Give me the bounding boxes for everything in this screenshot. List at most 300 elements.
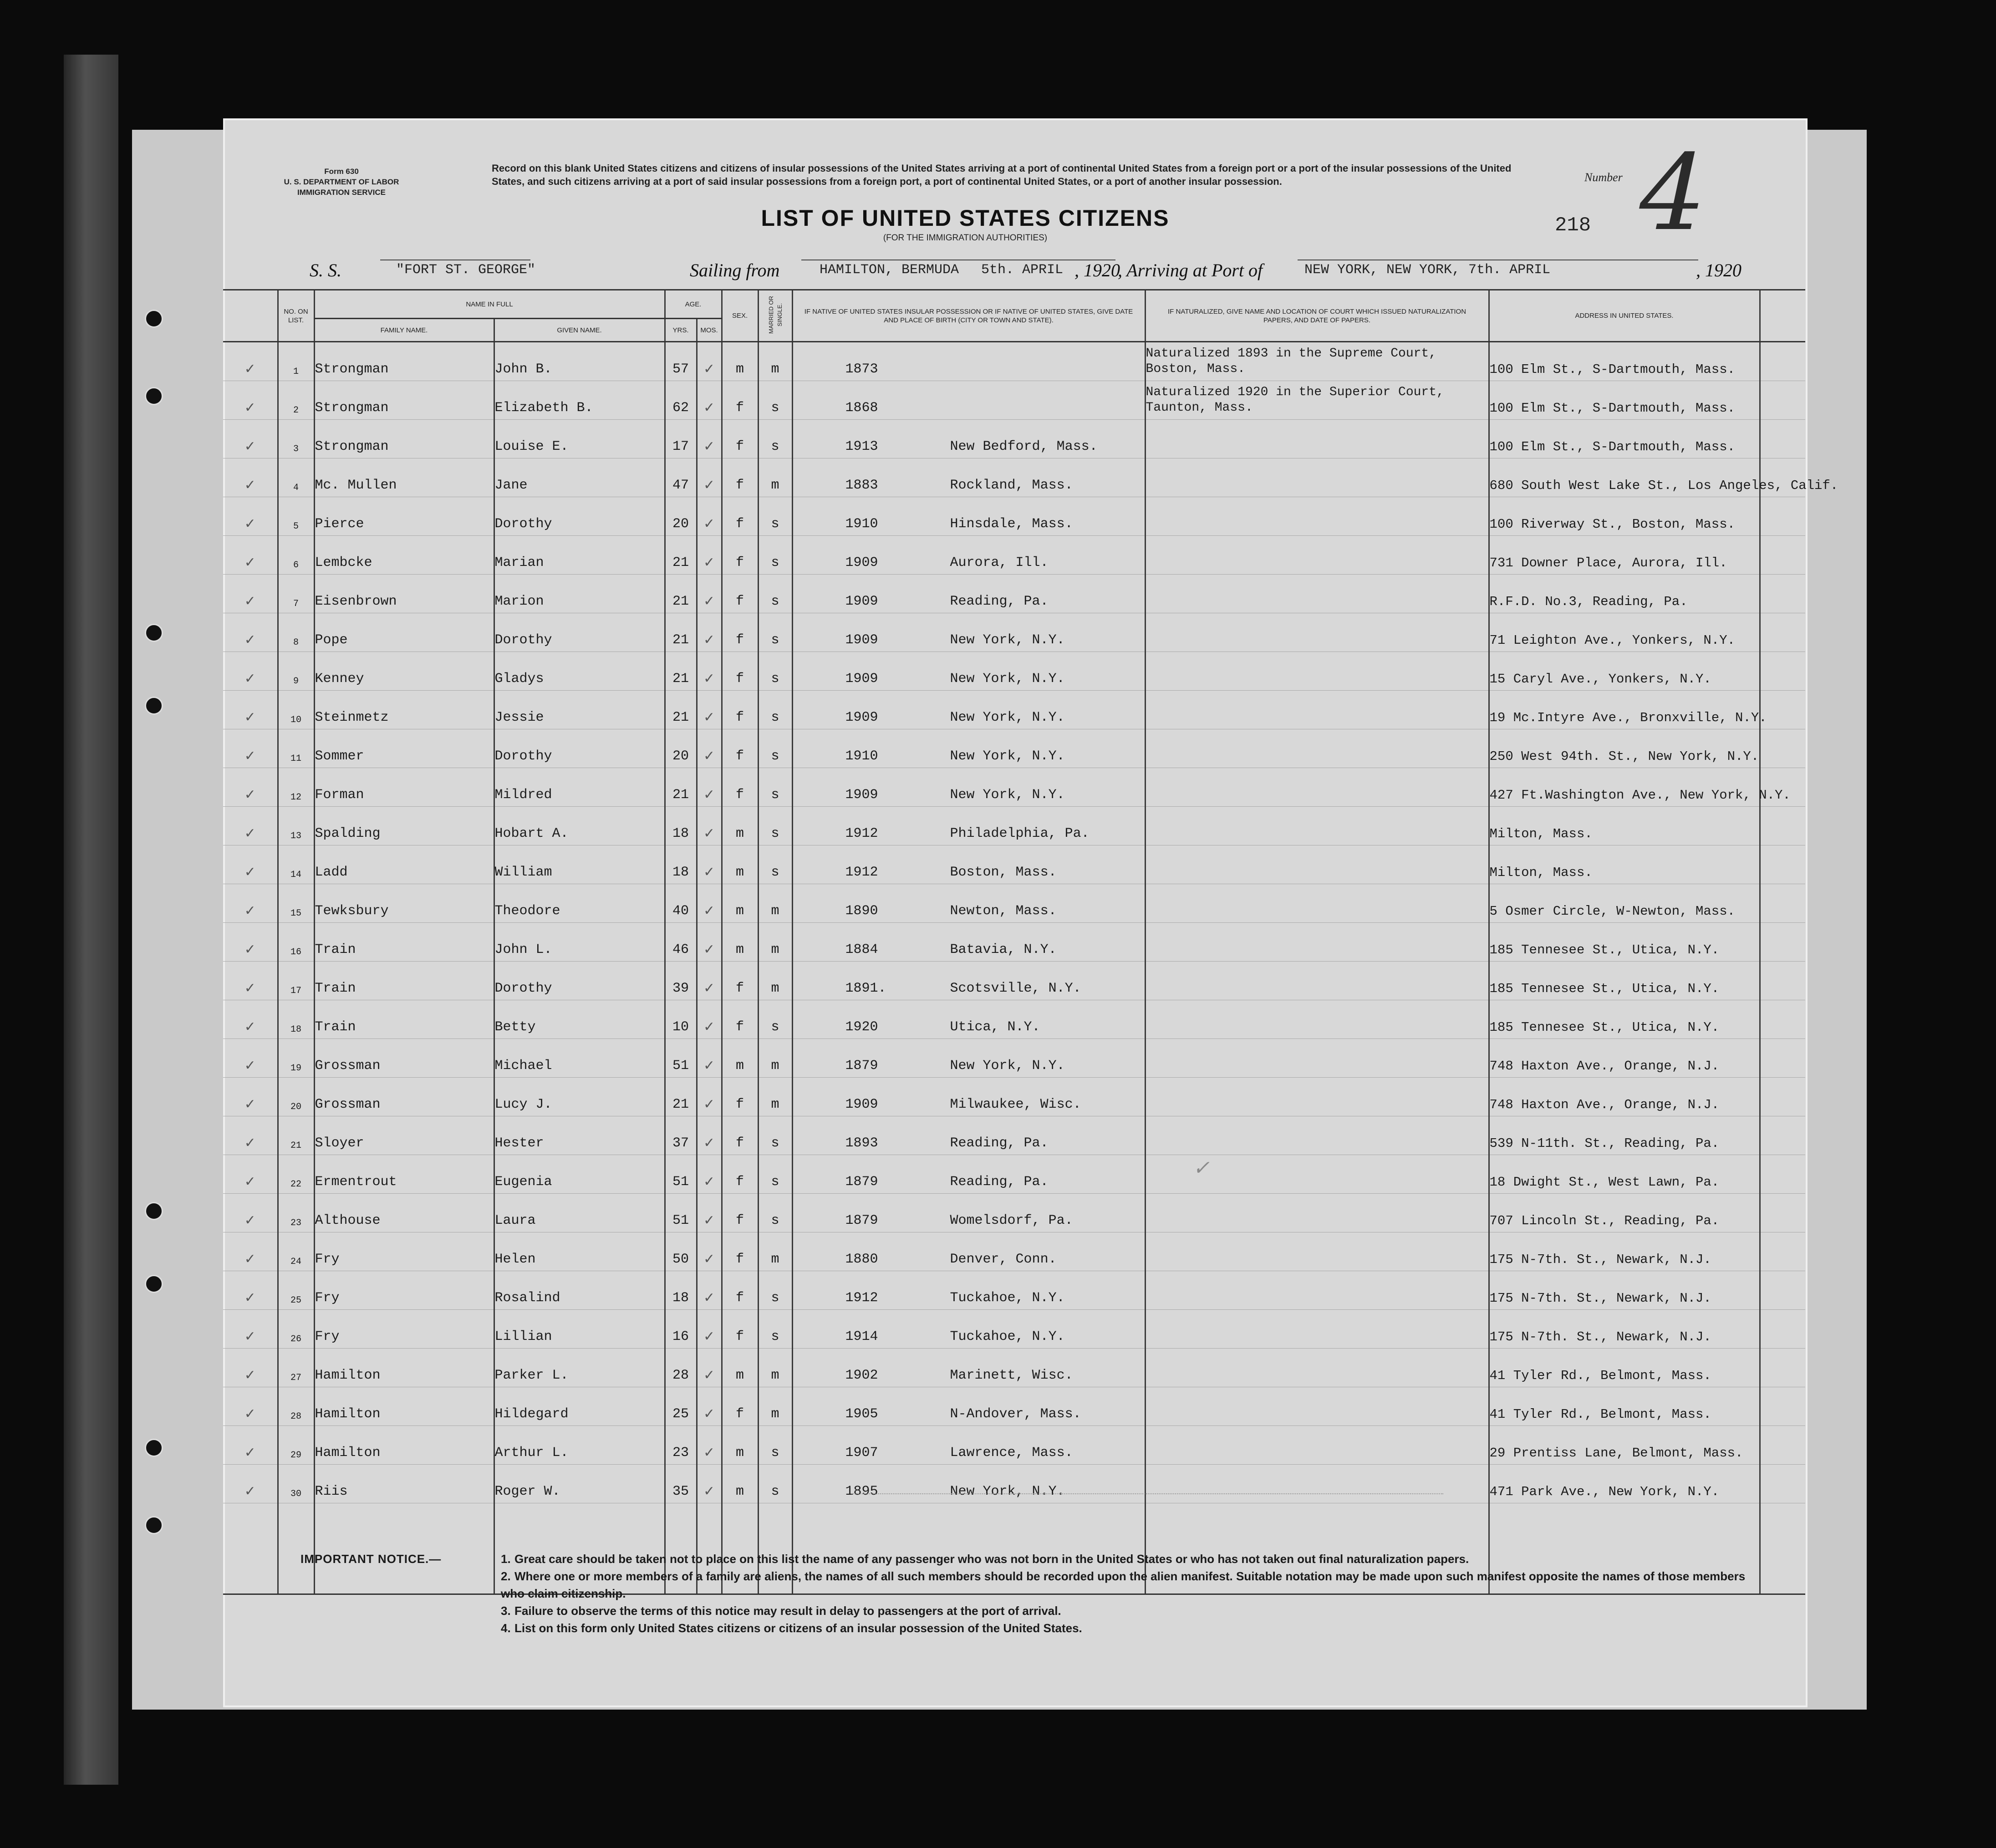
family-name: Fry xyxy=(314,1271,494,1310)
marital-status: s xyxy=(758,845,792,884)
column-header-age: AGE. xyxy=(665,290,722,319)
ss-label: S. S. xyxy=(310,260,341,280)
birth-info xyxy=(792,575,1145,613)
birth-info xyxy=(792,458,1145,497)
sex: f xyxy=(722,1271,758,1310)
check-mark-icon: ✓ xyxy=(697,884,722,923)
naturalization-info xyxy=(1145,1116,1489,1155)
sex: f xyxy=(722,691,758,729)
age-years: 21 xyxy=(665,536,697,575)
age-years: 16 xyxy=(665,1310,697,1349)
birth-place: New York, N.Y. xyxy=(950,1058,1065,1074)
naturalization-info xyxy=(1145,1310,1489,1349)
given-name: Dorothy xyxy=(494,497,665,536)
sex: f xyxy=(722,1000,758,1039)
row-number: 2 xyxy=(278,381,314,420)
marital-status: s xyxy=(758,768,792,807)
given-name: Louise E. xyxy=(494,420,665,458)
row-number: 16 xyxy=(278,923,314,962)
birth-place: Womelsdorf, Pa. xyxy=(950,1213,1073,1228)
row-number: 15 xyxy=(278,884,314,923)
birth-info xyxy=(792,884,1145,923)
arriving-label: , Arriving at Port of xyxy=(1118,260,1263,280)
sex: f xyxy=(722,1387,758,1426)
table-row xyxy=(223,1349,1805,1387)
record-instructions: Record on this blank United States citizens and citizens of insular possessions of the United States arriving at a port of continental United States from a foreign port or a port of the insular possessions of the United States, and such citizens arriving at a port of said insular possessions from a foreign port, a port of continental United States, or a port of another insular possession. xyxy=(492,163,1512,187)
table-row xyxy=(223,807,1805,845)
binder-hole-icon xyxy=(145,1439,163,1457)
notice-item: 3. Failure to observe the terms of this notice may result in delay to passengers at the port of arrival. xyxy=(501,1604,1061,1618)
binder-hole-icon xyxy=(145,310,163,328)
birth-info xyxy=(792,729,1145,768)
birth-year: 1909 xyxy=(845,555,878,570)
sex: f xyxy=(722,497,758,536)
margin-cell xyxy=(1760,807,1805,845)
row-number: 17 xyxy=(278,962,314,1000)
family-name: Ermentrout xyxy=(314,1155,494,1194)
marital-status: s xyxy=(758,1465,792,1503)
check-mark-icon: ✓ xyxy=(697,1000,722,1039)
table-row xyxy=(223,575,1805,613)
margin-cell xyxy=(1760,1310,1805,1349)
sex: f xyxy=(722,458,758,497)
age-years: 18 xyxy=(665,845,697,884)
family-name: Kenney xyxy=(314,652,494,691)
given-name: Marian xyxy=(494,536,665,575)
row-number: 7 xyxy=(278,575,314,613)
row-number: 30 xyxy=(278,1465,314,1503)
us-address: 29 Prentiss Lane, Belmont, Mass. xyxy=(1489,1426,1760,1465)
table-row xyxy=(223,1116,1805,1155)
row-number: 28 xyxy=(278,1387,314,1426)
us-address: 100 Elm St., S-Dartmouth, Mass. xyxy=(1489,381,1760,420)
age-years: 47 xyxy=(665,458,697,497)
notice-label: IMPORTANT NOTICE.— xyxy=(300,1552,442,1566)
notice-item-text: Failure to observe the terms of this notice may result in delay to passengers at the port of arrival. xyxy=(514,1604,1061,1618)
birth-year: 1912 xyxy=(845,865,878,880)
birth-place: Reading, Pa. xyxy=(950,594,1049,609)
check-mark-icon: ✓ xyxy=(223,497,278,536)
us-address: Milton, Mass. xyxy=(1489,845,1760,884)
given-name: Mildred xyxy=(494,768,665,807)
us-address: 41 Tyler Rd., Belmont, Mass. xyxy=(1489,1387,1760,1426)
sex: f xyxy=(722,768,758,807)
birth-info xyxy=(792,1000,1145,1039)
given-name: Laura xyxy=(494,1194,665,1232)
us-address: 185 Tennesee St., Utica, N.Y. xyxy=(1489,962,1760,1000)
birth-year: 1893 xyxy=(845,1135,878,1151)
check-mark-icon: ✓ xyxy=(223,691,278,729)
table-row xyxy=(223,1000,1805,1039)
table-row xyxy=(223,613,1805,652)
family-name: Strongman xyxy=(314,342,494,381)
margin-cell xyxy=(1760,1039,1805,1078)
us-address: 707 Lincoln St., Reading, Pa. xyxy=(1489,1194,1760,1232)
birth-info xyxy=(792,923,1145,962)
marital-status: s xyxy=(758,575,792,613)
family-name: Sloyer xyxy=(314,1116,494,1155)
birth-year: 1884 xyxy=(845,942,878,957)
birth-info xyxy=(792,1387,1145,1426)
table-row xyxy=(223,1078,1805,1116)
birth-place: Milwaukee, Wisc. xyxy=(950,1097,1081,1112)
passenger-rows xyxy=(223,342,1838,1594)
marital-status: m xyxy=(758,1349,792,1387)
blank-cell xyxy=(278,1503,314,1594)
age-years: 39 xyxy=(665,962,697,1000)
family-name: Lembcke xyxy=(314,536,494,575)
binder-hole-icon xyxy=(145,1516,163,1534)
naturalization-info xyxy=(1145,1387,1489,1426)
us-address: 427 Ft.Washington Ave., New York, N.Y. xyxy=(1489,768,1760,807)
marital-status: s xyxy=(758,1155,792,1194)
column-header-years: YRS. xyxy=(665,319,697,342)
given-name: Jane xyxy=(494,458,665,497)
table-row xyxy=(223,1194,1805,1232)
us-address: 175 N-7th. St., Newark, N.J. xyxy=(1489,1310,1760,1349)
birth-place: Utica, N.Y. xyxy=(950,1019,1040,1035)
given-name: Parker L. xyxy=(494,1349,665,1387)
marital-status: m xyxy=(758,1232,792,1271)
table-row xyxy=(223,1039,1805,1078)
notice-item: 2. Where one or more members of a family are aliens, the names of all such members should be recorded upon the alien manifest. Suitable notation may be made upon such manifest opposite the names of those members who claim citizenship. xyxy=(501,1569,1746,1600)
birth-info xyxy=(792,497,1145,536)
check-mark-icon: ✓ xyxy=(223,342,278,381)
row-number: 10 xyxy=(278,691,314,729)
family-name: Forman xyxy=(314,768,494,807)
us-address: 5 Osmer Circle, W-Newton, Mass. xyxy=(1489,884,1760,923)
us-address: 185 Tennesee St., Utica, N.Y. xyxy=(1489,1000,1760,1039)
marital-status: s xyxy=(758,729,792,768)
us-address: 15 Caryl Ave., Yonkers, N.Y. xyxy=(1489,652,1760,691)
us-address: 100 Elm St., S-Dartmouth, Mass. xyxy=(1489,420,1760,458)
birth-place: New York, N.Y. xyxy=(950,632,1065,648)
us-address: 748 Haxton Ave., Orange, N.J. xyxy=(1489,1078,1760,1116)
naturalization-info xyxy=(1145,923,1489,962)
service-name: IMMIGRATION SERVICE xyxy=(297,188,386,197)
check-mark-icon: ✓ xyxy=(223,1349,278,1387)
birth-year: 1907 xyxy=(845,1445,878,1461)
birth-info xyxy=(792,1194,1145,1232)
check-mark-icon: ✓ xyxy=(223,1000,278,1039)
check-mark-icon: ✓ xyxy=(223,923,278,962)
age-years: 10 xyxy=(665,1000,697,1039)
birth-year: 1902 xyxy=(845,1368,878,1383)
family-name: Hamilton xyxy=(314,1426,494,1465)
naturalization-info xyxy=(1145,1349,1489,1387)
page-title: LIST OF UNITED STATES CITIZENS xyxy=(761,205,1170,231)
birth-place: Boston, Mass. xyxy=(950,865,1057,880)
us-address: Milton, Mass. xyxy=(1489,807,1760,845)
notice-item: 1. Great care should be taken not to place on this list the name of any passenger who was not born in the United States or who has not taken out final naturalization papers. xyxy=(501,1552,1469,1566)
birth-place: Hinsdale, Mass. xyxy=(950,516,1073,532)
age-years: 21 xyxy=(665,613,697,652)
table-row xyxy=(223,1387,1805,1426)
family-name: Grossman xyxy=(314,1078,494,1116)
check-mark-icon: ✓ xyxy=(223,962,278,1000)
family-name: Pierce xyxy=(314,497,494,536)
check-mark-icon: ✓ xyxy=(697,342,722,381)
check-mark-icon: ✓ xyxy=(697,962,722,1000)
margin-cell xyxy=(1760,575,1805,613)
check-mark-icon: ✓ xyxy=(697,1310,722,1349)
marital-status: s xyxy=(758,381,792,420)
table-row xyxy=(223,420,1805,458)
sex: f xyxy=(722,1232,758,1271)
given-name: Hester xyxy=(494,1116,665,1155)
table-row xyxy=(223,923,1805,962)
naturalization-info xyxy=(1145,962,1489,1000)
naturalization-info xyxy=(1145,420,1489,458)
birth-year: 1909 xyxy=(845,787,878,803)
table-row xyxy=(223,381,1805,420)
birth-year: 1890 xyxy=(845,903,878,919)
marital-status: s xyxy=(758,497,792,536)
check-mark-icon: ✓ xyxy=(697,1465,722,1503)
given-name: Jessie xyxy=(494,691,665,729)
birth-year: 1912 xyxy=(845,826,878,841)
table-row xyxy=(223,1232,1805,1271)
birth-place: Marinett, Wisc. xyxy=(950,1368,1073,1383)
birth-info xyxy=(792,1078,1145,1116)
sex: f xyxy=(722,420,758,458)
check-mark-icon: ✓ xyxy=(223,1465,278,1503)
notice-item: 4. List on this form only United States citizens or citizens of an insular possession of the United States. xyxy=(501,1621,1082,1635)
margin-cell xyxy=(1760,1000,1805,1039)
arriving-port: NEW YORK, NEW YORK, 7th. APRIL xyxy=(1304,262,1551,278)
sex: f xyxy=(722,729,758,768)
birth-year: 1913 xyxy=(845,439,878,454)
sex: f xyxy=(722,652,758,691)
age-years: 50 xyxy=(665,1232,697,1271)
family-name: Mc. Mullen xyxy=(314,458,494,497)
check-mark-icon: ✓ xyxy=(697,536,722,575)
age-years: 40 xyxy=(665,884,697,923)
marital-status: m xyxy=(758,923,792,962)
marital-status: m xyxy=(758,1078,792,1116)
check-mark-icon: ✓ xyxy=(697,613,722,652)
column-header-married xyxy=(758,290,792,342)
margin-cell xyxy=(1760,845,1805,884)
check-mark-icon: ✓ xyxy=(697,923,722,962)
check-mark-icon: ✓ xyxy=(223,884,278,923)
us-address: 19 Mc.Intyre Ave., Bronxville, N.Y. xyxy=(1489,691,1760,729)
age-years: 23 xyxy=(665,1426,697,1465)
marital-status: s xyxy=(758,1194,792,1232)
us-address: 100 Riverway St., Boston, Mass. xyxy=(1489,497,1760,536)
birth-info xyxy=(792,768,1145,807)
naturalization-info xyxy=(1145,1078,1489,1116)
marital-status: s xyxy=(758,807,792,845)
manifest-page xyxy=(223,118,1838,1707)
birth-year: 1891. xyxy=(845,981,886,996)
marital-status: s xyxy=(758,613,792,652)
margin-cell xyxy=(1760,536,1805,575)
table-row xyxy=(223,458,1805,497)
birth-info xyxy=(792,845,1145,884)
age-years: 51 xyxy=(665,1155,697,1194)
column-header-sex: SEX. xyxy=(722,290,758,342)
given-name: Dorothy xyxy=(494,962,665,1000)
check-mark-icon: ✓ xyxy=(697,1039,722,1078)
blank-cell xyxy=(1760,1503,1805,1594)
age-years: 21 xyxy=(665,691,697,729)
margin-cell xyxy=(1760,1426,1805,1465)
row-number: 22 xyxy=(278,1155,314,1194)
family-name: Grossman xyxy=(314,1039,494,1078)
margin-cell xyxy=(1760,962,1805,1000)
check-mark-icon: ✓ xyxy=(223,536,278,575)
birth-year: 1920 xyxy=(845,1019,878,1035)
age-years: 21 xyxy=(665,652,697,691)
naturalization-info xyxy=(1145,575,1489,613)
voyage-line xyxy=(266,260,1769,287)
age-years: 57 xyxy=(665,342,697,381)
naturalization-info: Naturalized 1893 in the Supreme Court, Boston, Mass. xyxy=(1145,342,1489,381)
marital-status: m xyxy=(758,1039,792,1078)
check-mark-icon: ✓ xyxy=(697,768,722,807)
birth-info xyxy=(792,1349,1145,1387)
naturalization-info xyxy=(1145,1000,1489,1039)
birth-year: 1880 xyxy=(845,1252,878,1267)
naturalization-info xyxy=(1145,497,1489,536)
age-years: 46 xyxy=(665,923,697,962)
margin-cell xyxy=(1760,613,1805,652)
row-number: 27 xyxy=(278,1349,314,1387)
check-mark-icon: ✓ xyxy=(697,729,722,768)
stamped-page-number: 218 xyxy=(1555,214,1591,237)
check-mark-icon: ✓ xyxy=(697,691,722,729)
scan-edge-left xyxy=(64,55,118,1785)
us-address: 100 Elm St., S-Dartmouth, Mass. xyxy=(1489,342,1760,381)
arriving-year: , 1920 xyxy=(1696,260,1741,280)
sex: f xyxy=(722,381,758,420)
marital-status: m xyxy=(758,458,792,497)
table-row xyxy=(223,691,1805,729)
birth-place: New York, N.Y. xyxy=(950,1484,1065,1499)
naturalization-info xyxy=(1145,1039,1489,1078)
column-header-months: MOS. xyxy=(697,319,722,342)
naturalization-info: Naturalized 1920 in the Superior Court, Taunton, Mass. xyxy=(1145,381,1489,420)
birth-info xyxy=(792,1039,1145,1078)
birth-info xyxy=(792,962,1145,1000)
row-number: 8 xyxy=(278,613,314,652)
margin-cell xyxy=(1760,381,1805,420)
row-number: 24 xyxy=(278,1232,314,1271)
birth-info xyxy=(792,1116,1145,1155)
check-mark-icon: ✓ xyxy=(697,807,722,845)
us-address: 71 Leighton Ave., Yonkers, N.Y. xyxy=(1489,613,1760,652)
birth-info xyxy=(792,691,1145,729)
sex: m xyxy=(722,1465,758,1503)
sex: f xyxy=(722,536,758,575)
binder-hole-icon xyxy=(145,387,163,405)
table-row xyxy=(223,768,1805,807)
margin-cell xyxy=(1760,923,1805,962)
sex: f xyxy=(722,1155,758,1194)
check-mark-icon: ✓ xyxy=(223,1039,278,1078)
family-name: Hamilton xyxy=(314,1387,494,1426)
row-number: 29 xyxy=(278,1426,314,1465)
given-name: Hildegard xyxy=(494,1387,665,1426)
column-header-birth: IF NATIVE OF UNITED STATES INSULAR POSSESSION OR IF NATIVE OF UNITED STATES, GIVE DATE AND PLACE OF BIRTH (CITY OR TOWN AND STATE). xyxy=(792,290,1145,342)
marital-status: m xyxy=(758,884,792,923)
check-mark-icon: ✓ xyxy=(223,420,278,458)
notice-item-text: Great care should be taken not to place on this list the name of any passenger who was not born in the United States or who has not taken out final naturalization papers. xyxy=(514,1552,1469,1566)
margin-cell xyxy=(1760,884,1805,923)
row-number: 20 xyxy=(278,1078,314,1116)
margin-cell xyxy=(1760,1194,1805,1232)
birth-place: Reading, Pa. xyxy=(950,1174,1049,1190)
row-number: 3 xyxy=(278,420,314,458)
birth-place: Aurora, Ill. xyxy=(950,555,1049,570)
check-mark-icon: ✓ xyxy=(697,1116,722,1155)
birth-place: Batavia, N.Y. xyxy=(950,942,1057,957)
row-number: 6 xyxy=(278,536,314,575)
given-name: Lillian xyxy=(494,1310,665,1349)
birth-year: 1879 xyxy=(845,1213,878,1228)
naturalization-info xyxy=(1145,807,1489,845)
age-years: 25 xyxy=(665,1387,697,1426)
pencil-mark: ✓ xyxy=(1193,1156,1210,1180)
given-name: William xyxy=(494,845,665,884)
given-name: Helen xyxy=(494,1232,665,1271)
sailing-date: 5th. APRIL xyxy=(981,262,1064,278)
margin-cell xyxy=(1760,1349,1805,1387)
blank-cell xyxy=(223,1503,278,1594)
check-mark-icon: ✓ xyxy=(697,1078,722,1116)
birth-place: New York, N.Y. xyxy=(950,748,1065,764)
check-mark-icon: ✓ xyxy=(697,381,722,420)
naturalization-info xyxy=(1145,652,1489,691)
row-number: 4 xyxy=(278,458,314,497)
married-label: MARRIED OR SINGLE. xyxy=(767,295,783,334)
age-years: 17 xyxy=(665,420,697,458)
naturalization-info xyxy=(1145,845,1489,884)
sex: f xyxy=(722,962,758,1000)
birth-place: N-Andover, Mass. xyxy=(950,1406,1081,1422)
birth-info xyxy=(792,807,1145,845)
row-number: 1 xyxy=(278,342,314,381)
naturalization-info xyxy=(1145,1232,1489,1271)
binder-hole-icon xyxy=(145,1202,163,1220)
birth-place: Denver, Conn. xyxy=(950,1252,1057,1267)
birth-place: Reading, Pa. xyxy=(950,1135,1049,1151)
birth-place: New Bedford, Mass. xyxy=(950,439,1098,454)
age-years: 21 xyxy=(665,768,697,807)
check-mark-icon: ✓ xyxy=(697,1194,722,1232)
blank-cell xyxy=(314,1503,494,1594)
birth-info xyxy=(792,536,1145,575)
check-mark-icon: ✓ xyxy=(697,1426,722,1465)
birth-year: 1909 xyxy=(845,671,878,687)
birth-info xyxy=(792,381,1145,420)
check-mark-icon: ✓ xyxy=(697,1271,722,1310)
given-name: Michael xyxy=(494,1039,665,1078)
check-mark-icon: ✓ xyxy=(223,575,278,613)
sex: m xyxy=(722,342,758,381)
naturalization-info xyxy=(1145,729,1489,768)
number-label: Number xyxy=(1584,171,1623,184)
sex: f xyxy=(722,1116,758,1155)
birth-info xyxy=(792,1232,1145,1271)
birth-year: 1909 xyxy=(845,710,878,725)
us-address: 41 Tyler Rd., Belmont, Mass. xyxy=(1489,1349,1760,1387)
us-address: R.F.D. No.3, Reading, Pa. xyxy=(1489,575,1760,613)
check-mark-icon: ✓ xyxy=(223,1194,278,1232)
table-row xyxy=(223,845,1805,884)
margin-cell xyxy=(1760,729,1805,768)
